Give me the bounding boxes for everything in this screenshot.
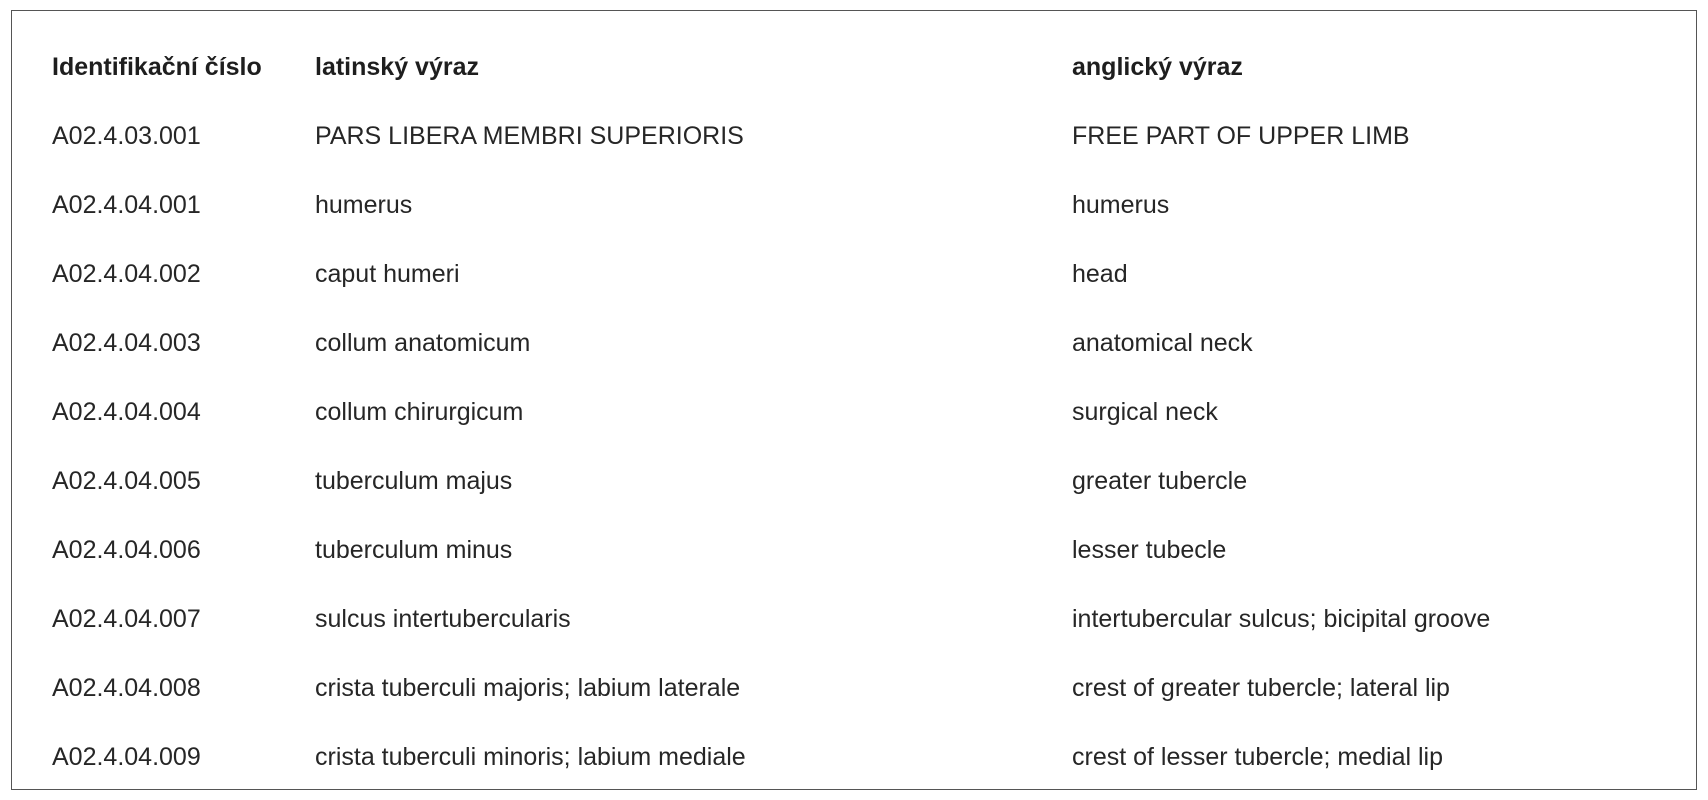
cell-id: A02.4.04.001	[52, 191, 201, 219]
header-latin: latinský výraz	[315, 53, 479, 81]
table-row	[52, 102, 1672, 171]
cell-english: anatomical neck	[1072, 329, 1253, 357]
cell-english: intertubercular sulcus; bicipital groove	[1072, 605, 1491, 633]
cell-latin: crista tuberculi minoris; labium mediale	[315, 743, 746, 771]
cell-latin: crista tuberculi majoris; labium laterale	[315, 674, 741, 702]
table-row	[52, 240, 1672, 309]
cell-english: greater tubercle	[1072, 467, 1248, 495]
cell-id: A02.4.04.002	[52, 260, 201, 288]
cell-english: head	[1072, 260, 1128, 288]
table-row	[52, 447, 1672, 516]
cell-latin: PARS LIBERA MEMBRI SUPERIORIS	[315, 122, 744, 150]
cell-id: A02.4.04.007	[52, 605, 201, 633]
table-row	[52, 309, 1672, 378]
cell-id: A02.4.04.009	[52, 743, 201, 771]
table-row	[52, 654, 1672, 723]
cell-id: A02.4.04.004	[52, 398, 201, 426]
terminology-table	[52, 33, 1672, 792]
table-row	[52, 171, 1672, 240]
cell-latin: collum chirurgicum	[315, 398, 524, 426]
table-row	[52, 585, 1672, 654]
cell-latin: humerus	[315, 191, 413, 219]
table-row	[52, 516, 1672, 585]
cell-id: A02.4.03.001	[52, 122, 201, 150]
cell-english: surgical neck	[1072, 398, 1218, 426]
cell-latin: tuberculum minus	[315, 536, 513, 564]
cell-id: A02.4.04.003	[52, 329, 201, 357]
header-id: Identifikační číslo	[52, 53, 262, 81]
cell-latin: collum anatomicum	[315, 329, 531, 357]
cell-english: crest of greater tubercle; lateral lip	[1072, 674, 1450, 702]
table-frame	[11, 10, 1697, 790]
header-english: anglický výraz	[1072, 53, 1243, 81]
cell-latin: sulcus intertubercularis	[315, 605, 571, 633]
cell-id: A02.4.04.008	[52, 674, 201, 702]
cell-english: crest of lesser tubercle; medial lip	[1072, 743, 1443, 771]
cell-english: humerus	[1072, 191, 1170, 219]
cell-id: A02.4.04.005	[52, 467, 201, 495]
cell-latin: tuberculum majus	[315, 467, 513, 495]
table-row	[52, 378, 1672, 447]
cell-latin: caput humeri	[315, 260, 460, 288]
cell-english: FREE PART OF UPPER LIMB	[1072, 122, 1410, 150]
cell-english: lesser tubecle	[1072, 536, 1227, 564]
table-row	[52, 723, 1672, 792]
cell-id: A02.4.04.006	[52, 536, 201, 564]
table-header-row	[52, 33, 1672, 102]
